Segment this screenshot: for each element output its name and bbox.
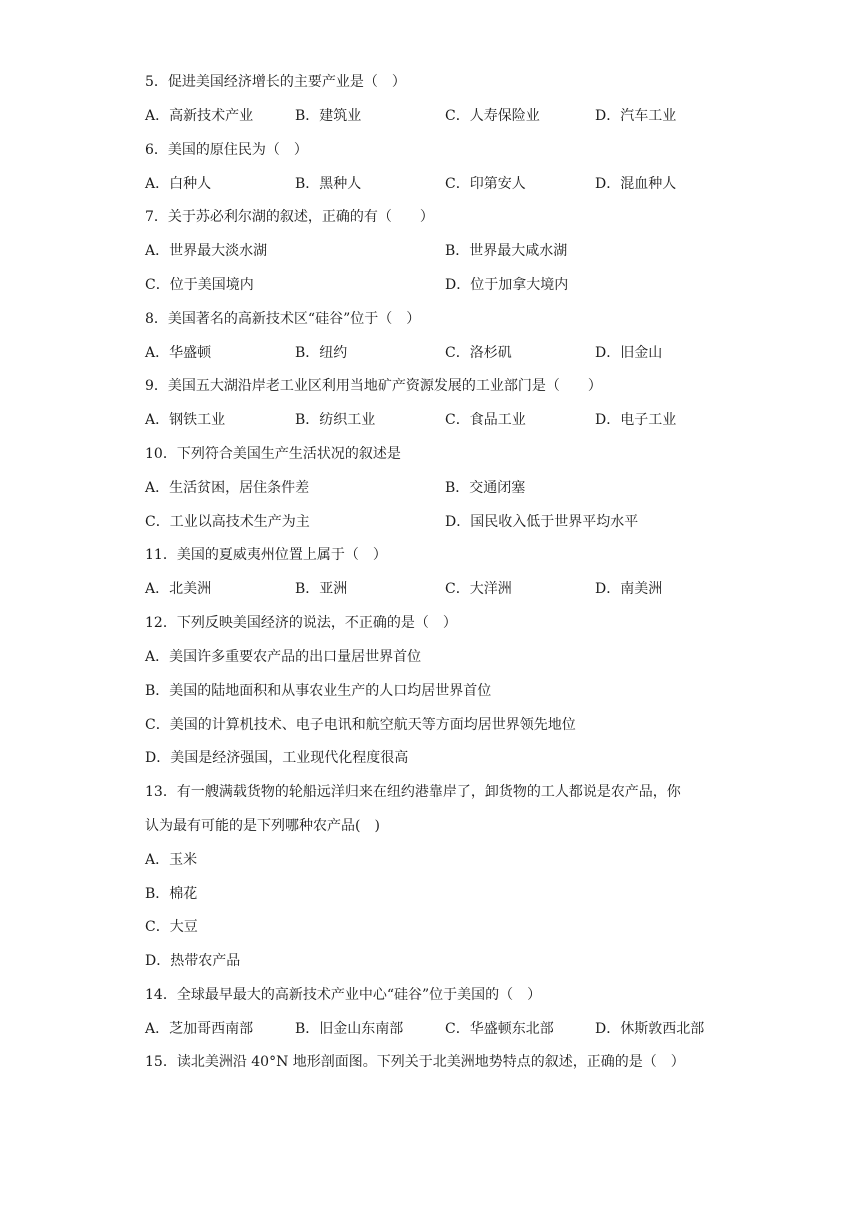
question-6-option-d: D．混血种人 [595, 176, 677, 192]
question-11-option-d: D．南美洲 [595, 581, 663, 597]
question-6-option-b: B．黑种人 [295, 176, 362, 192]
question-13-stem-line-1: 13．有一艘满载货物的轮船远洋归来在纽约港靠岸了，卸货物的工人都说是农产品，你 [145, 784, 681, 800]
question-13-option-a: A．玉米 [145, 852, 198, 868]
question-13-stem-line-2: 认为最有可能的是下列哪种农产品( ) [145, 818, 380, 834]
question-7-option-c: C．位于美国境内 [145, 277, 254, 293]
question-8-option-d: D．旧金山 [595, 345, 663, 361]
question-14-option-c: C．华盛顿东北部 [445, 1021, 554, 1037]
question-5-option-c: C．人寿保险业 [445, 108, 540, 124]
question-8-option-c: C．洛杉矶 [445, 345, 512, 361]
question-14-stem: 14．全球最早最大的高新技术产业中心“硅谷”位于美国的（ ） [145, 987, 542, 1003]
question-7-option-b: B．世界最大咸水湖 [445, 243, 568, 259]
question-9-option-d: D．电子工业 [595, 412, 677, 428]
question-7-stem: 7．关于苏必利尔湖的叙述，正确的有（ ） [145, 209, 434, 225]
question-14-option-d: D．休斯敦西北部 [595, 1021, 705, 1037]
question-12-option-b: B．美国的陆地面积和从事农业生产的人口均居世界首位 [145, 683, 492, 699]
question-13-option-b: B．棉花 [145, 886, 198, 902]
question-7-option-a: A．世界最大淡水湖 [145, 243, 268, 259]
question-14-option-a: A．芝加哥西南部 [145, 1021, 254, 1037]
question-5-option-a: A．高新技术产业 [145, 108, 254, 124]
question-9-option-a: A．钢铁工业 [145, 412, 226, 428]
question-6-stem: 6．美国的原住民为（ ） [145, 142, 308, 158]
question-13-option-d: D．热带农产品 [145, 953, 241, 969]
question-9-stem: 9．美国五大湖沿岸老工业区利用当地矿产资源发展的工业部门是（ ） [145, 378, 602, 394]
question-12-option-c: C．美国的计算机技术、电子电讯和航空航天等方面均居世界领先地位 [145, 717, 576, 733]
question-11-option-b: B．亚洲 [295, 581, 348, 597]
question-10-option-c: C．工业以高技术生产为主 [145, 514, 310, 530]
question-6-option-a: A．白种人 [145, 176, 212, 192]
question-8-option-a: A．华盛顿 [145, 345, 212, 361]
question-12-option-a: A．美国许多重要农产品的出口量居世界首位 [145, 649, 422, 665]
question-5-option-b: B．建筑业 [295, 108, 362, 124]
question-13-option-c: C．大豆 [145, 919, 198, 935]
question-6-option-c: C．印第安人 [445, 176, 526, 192]
question-5-option-d: D．汽车工业 [595, 108, 677, 124]
question-11-stem: 11．美国的夏威夷州位置上属于（ ） [145, 547, 387, 563]
question-12-stem: 12．下列反映美国经济的说法，不正确的是（ ） [145, 615, 457, 631]
question-15-stem: 15．读北美洲沿 40°N 地形剖面图。下列关于北美洲地势特点的叙述，正确的是（ ） [145, 1054, 685, 1070]
question-8-stem: 8．美国著名的高新技术区“硅谷”位于（ ） [145, 311, 421, 327]
question-10-option-a: A．生活贫困，居住条件差 [145, 480, 310, 496]
question-10-option-d: D．国民收入低于世界平均水平 [445, 514, 639, 530]
question-9-option-b: B．纺织工业 [295, 412, 376, 428]
question-5-stem: 5．促进美国经济增长的主要产业是（ ） [145, 74, 406, 90]
question-9-option-c: C．食品工业 [445, 412, 526, 428]
question-12-option-d: D．美国是经济强国，工业现代化程度很高 [145, 750, 409, 766]
question-14-option-b: B．旧金山东南部 [295, 1021, 404, 1037]
question-11-option-a: A．北美洲 [145, 581, 212, 597]
question-10-option-b: B．交通闭塞 [445, 480, 526, 496]
question-10-stem: 10．下列符合美国生产生活状况的叙述是 [145, 446, 401, 462]
question-8-option-b: B．纽约 [295, 345, 348, 361]
question-11-option-c: C．大洋洲 [445, 581, 512, 597]
question-7-option-d: D．位于加拿大境内 [445, 277, 569, 293]
